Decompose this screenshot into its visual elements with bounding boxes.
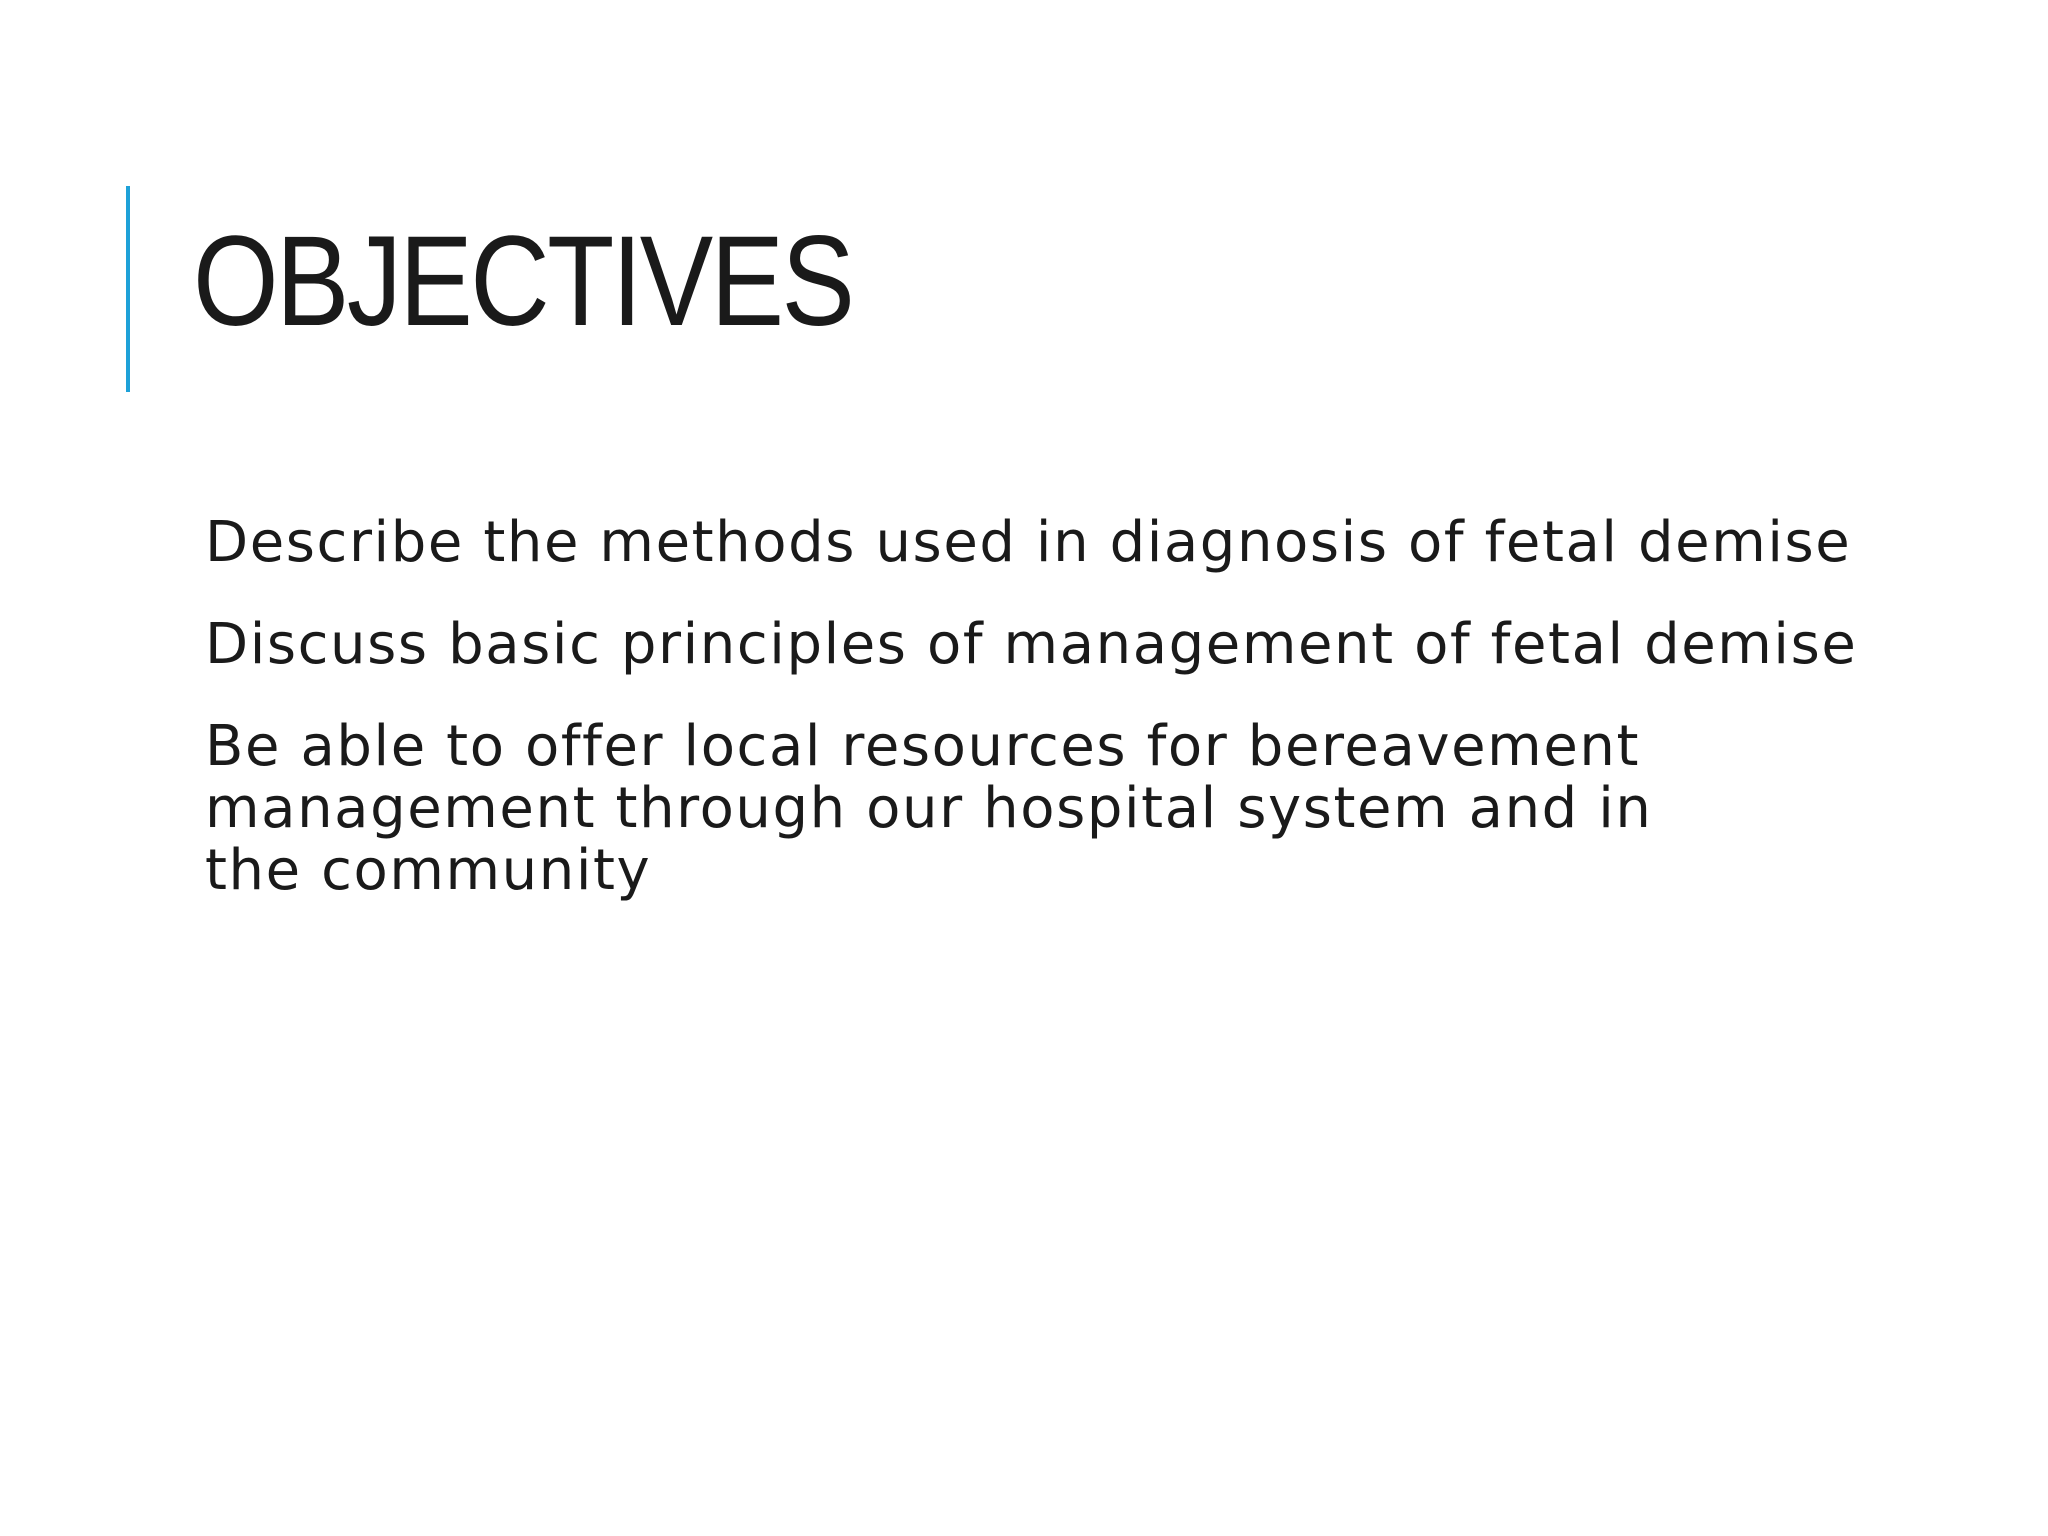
title-accent-bar [126,186,130,392]
objective-item-management: Discuss basic principles of management of fetal demise [205,612,1858,677]
objectives-list [205,512,1905,942]
objective-item-resources: Be able to offer local resources for bereavement management through our hospital system and in the community [205,714,1653,903]
objective-item-diagnosis: Describe the methods used in diagnosis of fetal demise [205,510,1852,575]
slide-title: OBJECTIVES [193,210,853,353]
